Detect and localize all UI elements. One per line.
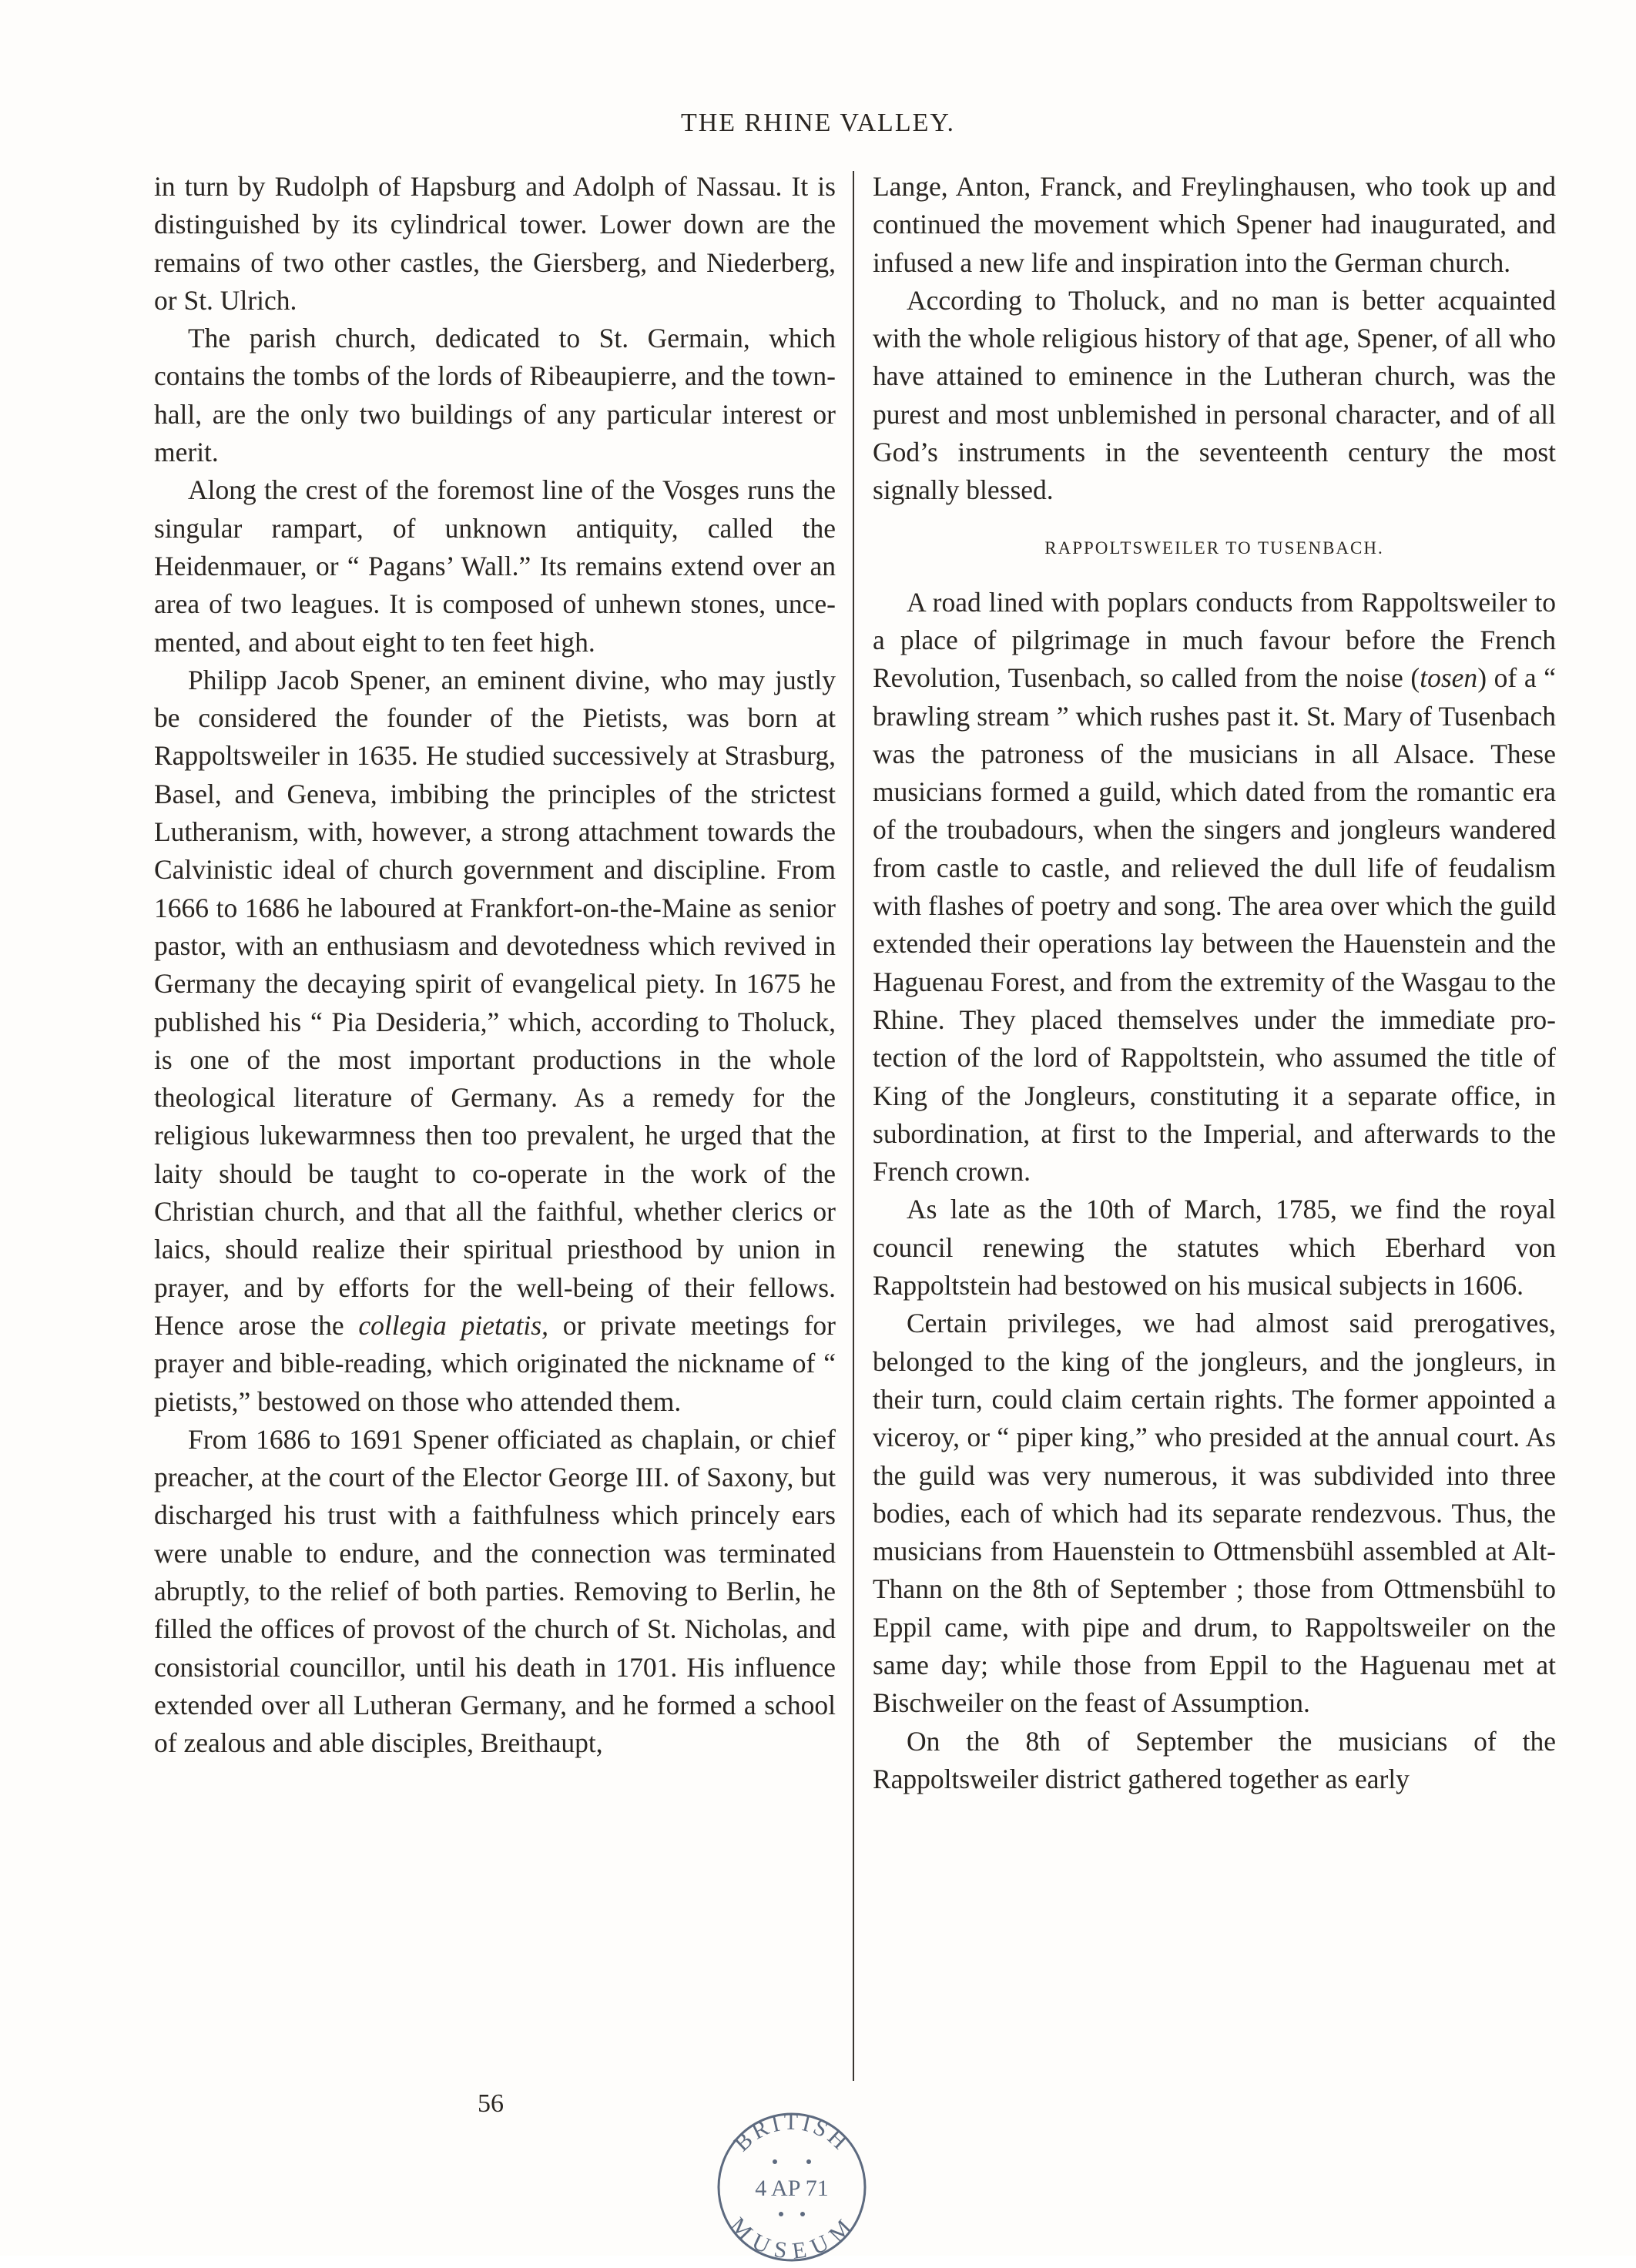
left-paragraph-1: in turn by Rudolph of Hapsburg and Adolph of Nassau. It is distinguished by its cylindrical tower. Lower down are the remains of two other castles, the Giersberg, and Niederberg, or St. Ulrich.	[154, 171, 836, 316]
right-paragraph-6: On the 8th of September the musicians of the Rappoltsweiler district gathered together as early	[873, 1725, 1556, 1794]
right-paragraph-3-end: ) of a “ brawling stream ” which rushes past it. St. Mary of Tusenbach was the patroness of the musicians in all Alsace. These musicians formed a guild, which dated from the romantic era of the troubadours, when the singers and jongleurs wandered from castle to castle, and relieved the dull life of feudalism with flashes of poetry and song. The area over which the guild extended their operations lay between the Hauenstein and the Haguenau Forest, and from the extremity of the Wasgau to the Rhine. They placed themselves under the immediate protection of the lord of Rappoltstein, who assumed the title of King of the Jongleurs, constituting it a separate office, in subordination, at first to the Imperial, and afterwards to the French crown.	[873, 662, 1556, 1188]
right-paragraph-3-italic: tosen	[1420, 662, 1478, 694]
left-column	[154, 168, 836, 1762]
stamp-dot	[806, 2159, 811, 2164]
museum-stamp	[707, 2099, 877, 2268]
stamp-bottom-text: MUSEUM	[725, 2213, 859, 2264]
stamp-graphic	[707, 2099, 877, 2268]
right-column	[873, 168, 1556, 1798]
left-paragraph-4-end: or private meetings for prayer and bible-reading, which originated the nickname of “ pietists,” bestowed on those who attended them.	[154, 1309, 836, 1417]
stamp-dot	[773, 2159, 777, 2164]
stamp-top-text: BRITISH	[729, 2109, 855, 2157]
stamp-date: 4 AP 71	[755, 2176, 829, 2201]
right-paragraph-3	[873, 584, 1556, 1191]
left-paragraph-4-italic: collegia pietatis,	[358, 1309, 548, 1341]
running-head: THE RHINE VALLEY.	[680, 109, 956, 137]
left-paragraph-4-text: Philipp Jacob Spener, an eminent divine, who may justly be considered the founder of the Pietists, was born at Rappoltsweiler in 1635. He studied successively at Strasburg, Basel, and Geneva, imbibing the principles of the strictest Lutheranism, with, however, a strong attachment towards the Calvinistic ideal of church government and discipline. From 1666 to 1686 he laboured at Frankfort-on-the-Maine as senior pastor, with an enthusiasm and devotedness which revived in Germany the decaying spirit of evangelical piety. In 1675 he published his “ Pia Desideria,” which, according to Tholuck, is one of the most important productions in the whole theological literature of Germany. As a remedy for the religious lukewarmness then too prevalent, he urged that the laity should be taught to co-operate in the work of the Christian church, and that all the faithful, whether clerics or laics, should realize their spiritual priesthood by union in prayer, and by efforts for the well-being of their fellows. Hence arose the	[154, 664, 836, 1341]
section-heading: RAPPOLTSWEILER TO TUSENBACH.	[1044, 538, 1384, 558]
page-number: 56	[478, 2089, 504, 2118]
right-paragraph-5: Certain privileges, we had almost said prerogatives, belonged to the king of the jongleurs, and the jongleurs, in their turn, could claim certain rights. The former appointed a viceroy, or “ piper king,” who presided at the annual court. As the guild was very numerous, it was subdivided into three bodies, each of which had its separate rendezvous. Thus, the musicians from Hauenstein to Ottmensbühl assembled at Alt-Thann on the 8th of September ; those from Ottmensbühl to Eppil came, with pipe and drum, to Rappoltsweiler on the same day; while those from Eppil to the Haguenau met at Bischweiler on the feast of Assumption.	[873, 1308, 1556, 1719]
column-divider	[853, 171, 854, 2081]
stamp-dot	[800, 2212, 805, 2216]
right-paragraph-1: Lange, Anton, Franck, and Freylinghausen, who took up and continued the movement which Spener had inaugurated, and infused a new life and inspiration into the German church.	[873, 171, 1556, 278]
right-paragraph-2: According to Tholuck, and no man is better acquainted with the whole religious history of that age, Spener, of all who have attained to eminence in the Lutheran church, was the purest and most unblemished in personal character, and of all God’s instruments in the seventeenth century the most signally blessed.	[873, 284, 1556, 506]
right-paragraph-4: As late as the 10th of March, 1785, we find the royal council renewing the statutes which Eberhard von Rappoltstein had bestowed on his musical subjects in 1606.	[873, 1194, 1556, 1302]
left-paragraph-3: Along the crest of the foremost line of the Vosges runs the singular rampart, of unknown antiquity, called the Heidenmauer, or “ Pagans’ Wall.” Its remains extend over an area of two leagues. It is composed of unhewn stones, uncemented, and about eight to ten feet high.	[154, 474, 836, 658]
left-paragraph-4	[154, 662, 836, 1421]
left-paragraph-5: From 1686 to 1691 Spener officiated as chaplain, or chief preacher, at the court of the Elector George III. of Saxony, but discharged his trust with a faithfulness which princely ears were unable to endure, and the connection was terminated abruptly, to the relief of both parties. Removing to Berlin, he filled the offices of provost of the church of St. Nicholas, and consistorial councillor, until his death in 1701. His influence extended over all Lutheran Germany, and he formed a school of zealous and able disciples, Breithaupt,	[154, 1423, 836, 1759]
stamp-dot	[779, 2212, 783, 2216]
left-paragraph-2: The parish church, dedicated to St. Germain, which contains the tombs of the lords of Ribeaupierre, and the town-hall, are the only two buildings of any particular interest or merit.	[154, 323, 836, 468]
right-paragraph-3-start: A road lined with poplars conducts from Rappoltsweiler to a place of pilgrimage in much favour before the French Revolution, Tusenbach, so called from the noise (	[873, 586, 1556, 694]
